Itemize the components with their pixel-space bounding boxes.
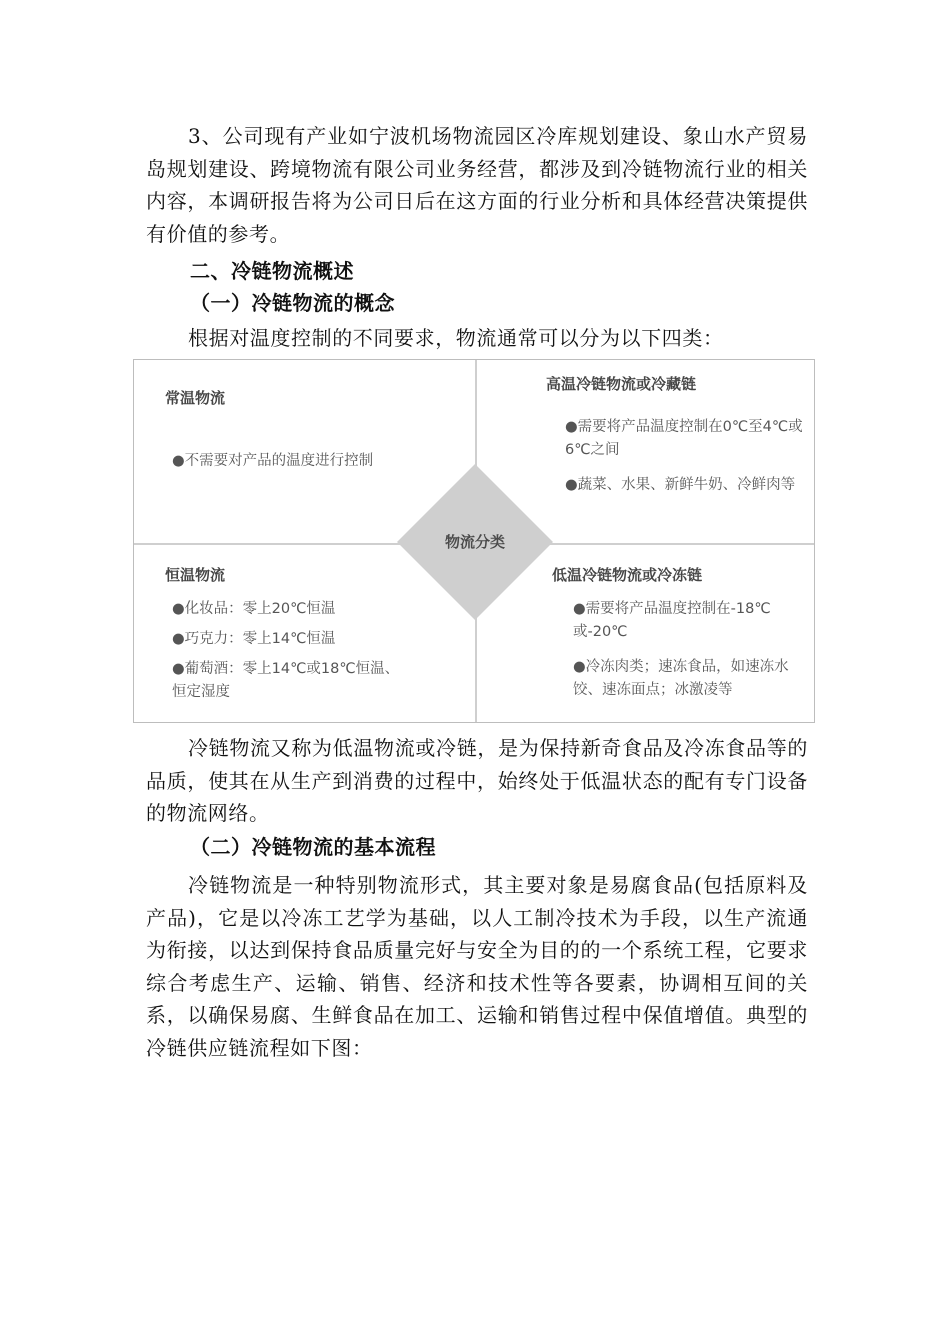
frozen-chain-item-temperature: ●需要将产品温度控制在-18℃或-20℃ <box>573 601 771 640</box>
ambient-logistics-item: ●不需要对产品的温度进行控制 <box>172 453 374 469</box>
constant-temp-item-cosmetics: ●化妆品：零上20℃恒温 <box>172 601 336 617</box>
paragraph-classification-intro: 根据对温度控制的不同要求，物流通常可以分为以下四类： <box>188 326 724 350</box>
paragraph-cold-chain-process: 冷链物流是一种特别物流形式，其主要对象是易腐食品(包括原料及产品)，它是以冷冻工艺学为基础，以人工制冷技术为手段，以生产流通为衔接，以达到保持食品质量完好与安全为目的的一个系统工程，它要求综合考虑生产、运输、销售、经济和技术性等各要素，协调相互间的关系，以确保易腐、生鲜食品在加工、运输和销售过程中保值增值。典型的冷链供应链流程如下图： <box>146 873 808 1060</box>
frozen-chain-title: 低温冷链物流或冷冻链 <box>552 566 703 584</box>
chilled-chain-title: 高温冷链物流或冷藏链 <box>546 375 697 393</box>
paragraph-cold-chain-definition: 冷链物流又称为低温物流或冷链，是为保持新奇食品及冷冻食品等的品质，使其在从生产到消费的过程中，始终处于低温状态的配有专门设备的物流网络。 <box>146 736 808 825</box>
logistics-classification-diagram <box>133 359 815 723</box>
section-heading-overview: 二、冷链物流概述 <box>190 259 354 283</box>
constant-temp-item-wine: ●葡萄酒：零上14℃或18℃恒温、恒定湿度 <box>172 661 400 700</box>
frozen-chain-item-products: ●冷冻肉类；速冻食品，如速冻水饺、速冻面点；冰激凌等 <box>573 659 789 698</box>
chilled-chain-item-products: ●蔬菜、水果、新鲜牛奶、冷鲜肉等 <box>565 477 796 493</box>
chilled-chain-item-temperature: ●需要将产品温度控制在0℃至4℃或6℃之间 <box>565 419 803 458</box>
constant-temp-item-chocolate: ●巧克力：零上14℃恒温 <box>172 631 336 647</box>
subsection-heading-process: （二）冷链物流的基本流程 <box>190 835 436 859</box>
center-label: 物流分类 <box>444 533 505 551</box>
paragraph-intro-item-3: 3、公司现有产业如宁波机场物流园区冷库规划建设、象山水产贸易岛规划建设、跨境物流有限公司业务经营，都涉及到冷链物流行业的相关内容，本调研报告将为公司日后在这方面的行业分析和具体经营决策提供有价值的参考。 <box>146 124 808 246</box>
subsection-heading-concept: （一）冷链物流的概念 <box>190 291 395 315</box>
ambient-logistics-title: 常温物流 <box>165 389 226 407</box>
constant-temp-logistics-title: 恒温物流 <box>165 566 226 584</box>
